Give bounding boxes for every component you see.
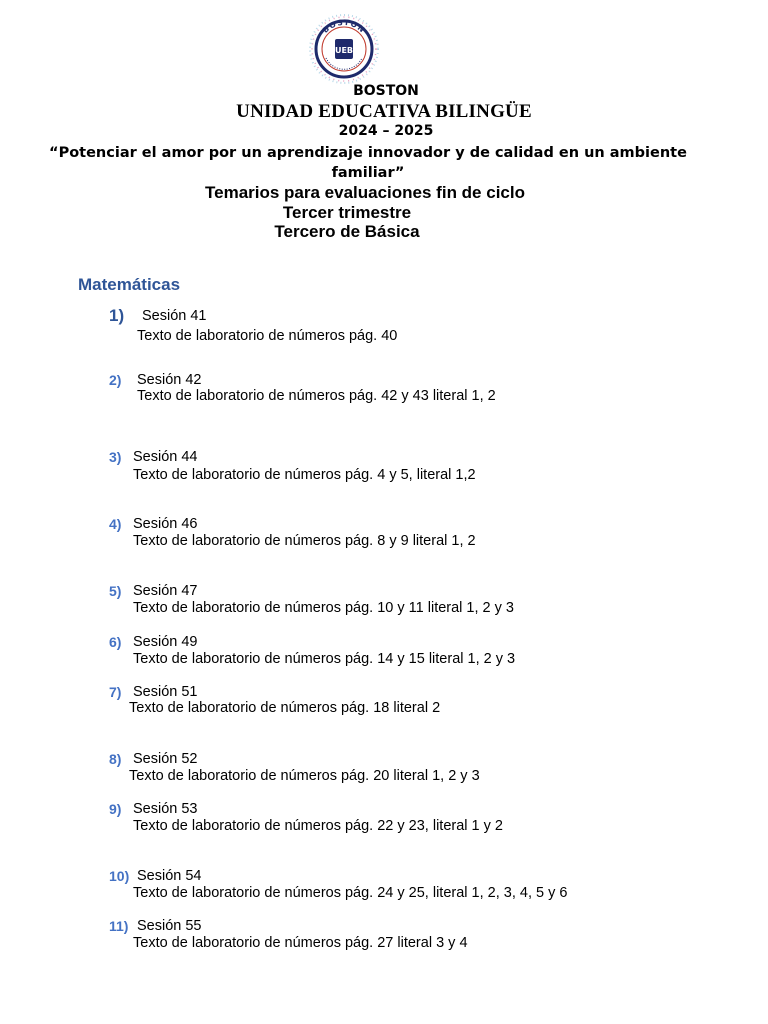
item-number: 2): [109, 372, 122, 388]
logo-initials: UEB: [334, 46, 354, 55]
institution-name: UNIDAD EDUCATIVA BILINGÜE: [236, 101, 532, 122]
item-number: 1): [109, 306, 125, 325]
item-detail: Texto de laboratorio de números pág. 8 y 9 literal 1, 2: [133, 533, 476, 549]
item-detail: Texto de laboratorio de números pág. 40: [137, 328, 398, 344]
item-session: Sesión 47: [133, 583, 198, 599]
item-session: Sesión 51: [133, 684, 198, 700]
logo-text: BOSTON: [320, 17, 368, 35]
item-detail: Texto de laboratorio de números pág. 14 y 15 literal 1, 2 y 3: [133, 651, 516, 667]
school-year: 2024 – 2025: [338, 123, 434, 139]
item-detail: Texto de laboratorio de números pág. 27 literal 3 y 4: [133, 935, 468, 951]
item-session: Sesión 46: [133, 516, 198, 532]
item-session: Sesión 52: [133, 751, 198, 767]
item-number: 9): [109, 801, 122, 817]
item-number: 5): [109, 583, 122, 599]
item-detail: Texto de laboratorio de números pág. 4 y 5, literal 1,2: [133, 467, 476, 483]
item-number: 3): [109, 449, 122, 465]
item-detail: Texto de laboratorio de números pág. 18 literal 2: [129, 700, 441, 716]
item-session: Sesión 54: [137, 868, 202, 884]
item-number: 8): [109, 751, 122, 767]
item-detail: Texto de laboratorio de números pág. 20 literal 1, 2 y 3: [129, 768, 480, 784]
item-detail: Texto de laboratorio de números pág. 24 y 25, literal 1, 2, 3, 4, 5 y 6: [133, 885, 568, 901]
school-logo: [304, 14, 384, 84]
motto-line-2: familiar”: [331, 165, 405, 181]
item-number: 6): [109, 634, 122, 650]
item-session: Sesión 44: [133, 449, 198, 465]
institution-short-name: BOSTON: [353, 83, 419, 99]
term-label: Tercer trimestre: [282, 203, 412, 222]
item-session: Sesión 41: [142, 308, 207, 324]
motto-line-1: “Potenciar el amor por un aprendizaje innovador y de calidad en un ambiente: [49, 145, 687, 161]
item-session: Sesión 49: [133, 634, 198, 650]
item-detail: Texto de laboratorio de números pág. 22 y 23, literal 1 y 2: [133, 818, 503, 834]
item-session: Sesión 53: [133, 801, 198, 817]
item-number: 11): [109, 918, 129, 934]
item-number: 7): [109, 684, 122, 700]
item-number: 4): [109, 516, 122, 532]
item-session: Sesión 42: [137, 372, 202, 388]
item-detail: Texto de laboratorio de números pág. 42 y 43 literal 1, 2: [137, 388, 496, 404]
grade-label: Tercero de Básica: [274, 222, 420, 241]
item-number: 10): [109, 868, 130, 884]
item-detail: Texto de laboratorio de números pág. 10 y 11 literal 1, 2 y 3: [133, 600, 514, 616]
item-session: Sesión 55: [137, 918, 202, 934]
document-title: Temarios para evaluaciones fin de ciclo: [205, 183, 525, 202]
subject-heading: Matemáticas: [78, 275, 181, 294]
